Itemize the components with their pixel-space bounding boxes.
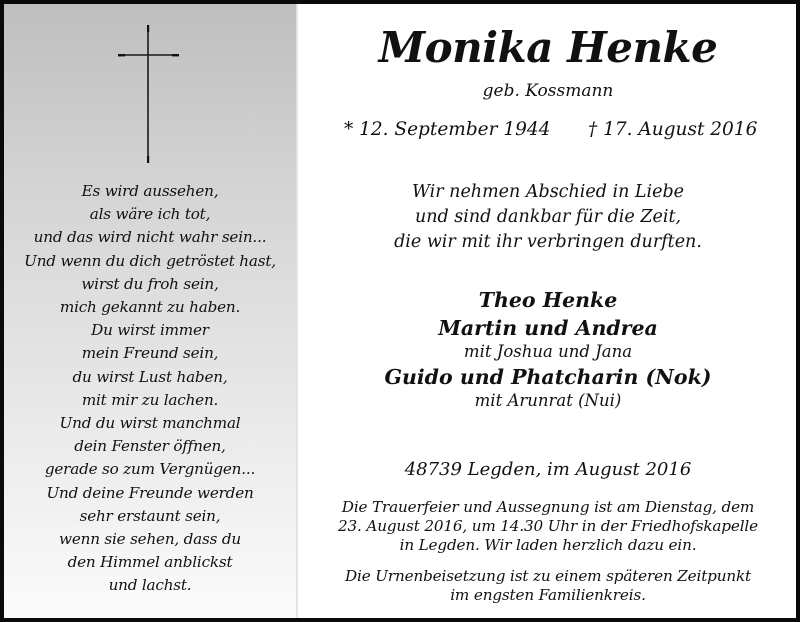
mourner-children: mit Arunrat (Nui) bbox=[474, 391, 622, 410]
poem-line: mein Freund sein, bbox=[81, 344, 219, 363]
mourner-children: mit Joshua und Jana bbox=[463, 342, 633, 361]
poem bbox=[4, 180, 296, 598]
poem-line: Und du wirst manchmal bbox=[59, 414, 241, 433]
poem-line: mit mir zu lachen. bbox=[81, 390, 219, 409]
poem-line: Es wird aussehen, bbox=[81, 182, 219, 200]
farewell-text bbox=[300, 180, 796, 255]
mourners-list bbox=[300, 286, 796, 412]
ceremony-info bbox=[300, 498, 796, 555]
cross-icon bbox=[4, 4, 296, 174]
poem-line: wirst du froh sein, bbox=[81, 274, 219, 293]
notice-content bbox=[300, 4, 796, 618]
poem-line: Und deine Freunde werden bbox=[46, 483, 254, 502]
ceremony-line: 23. August 2016, um 14.30 Uhr in der Friedhofskapelle bbox=[338, 517, 758, 535]
maiden-name: geb. Kossmann bbox=[482, 81, 614, 101]
ceremony-line: Die Trauerfeier und Aussegnung ist am Dienstag, dem bbox=[341, 498, 755, 516]
poem-line: mich gekannt zu haben. bbox=[59, 298, 241, 317]
burial-line: Die Urnenbeisetzung ist zu einem späteren Zeitpunkt bbox=[344, 567, 752, 585]
farewell-line: und sind dankbar für die Zeit, bbox=[414, 207, 682, 227]
farewell-line: Wir nehmen Abschied in Liebe bbox=[411, 182, 685, 202]
burial-line: im engsten Familienkreis. bbox=[450, 586, 646, 604]
mourner-name: Theo Henke bbox=[478, 288, 618, 312]
poem-line: und das wird nicht wahr sein... bbox=[33, 228, 267, 247]
place-and-date: 48739 Legden, im August 2016 bbox=[404, 459, 692, 480]
poem-line: sehr erstaunt sein, bbox=[79, 506, 221, 525]
farewell-line: die wir mit ihr verbringen durften. bbox=[394, 232, 702, 252]
birth-date: * 12. September 1944 bbox=[344, 119, 551, 140]
poem-line: dein Fenster öffnen, bbox=[74, 437, 226, 456]
poem-line: den Himmel anblickst bbox=[67, 553, 233, 572]
mourner-name: Guido und Phatcharin (Nok) bbox=[384, 365, 712, 389]
poem-panel bbox=[4, 4, 298, 618]
burial-info bbox=[300, 567, 796, 605]
deceased-name: Monika Henke bbox=[378, 23, 718, 72]
poem-line: Du wirst immer bbox=[91, 321, 209, 340]
poem-line: und lachst. bbox=[108, 576, 192, 595]
mourner-name: Martin und Andrea bbox=[438, 316, 658, 340]
poem-line: als wäre ich tot, bbox=[89, 205, 211, 224]
poem-line: du wirst Lust haben, bbox=[72, 367, 228, 386]
death-date: † 17. August 2016 bbox=[588, 119, 758, 140]
poem-line: wenn sie sehen, dass du bbox=[59, 530, 241, 549]
poem-line: gerade so zum Vergnügen... bbox=[44, 460, 256, 479]
poem-line: Und wenn du dich getröstet hast, bbox=[24, 251, 276, 270]
ceremony-line: in Legden. Wir laden herzlich dazu ein. bbox=[399, 536, 697, 554]
